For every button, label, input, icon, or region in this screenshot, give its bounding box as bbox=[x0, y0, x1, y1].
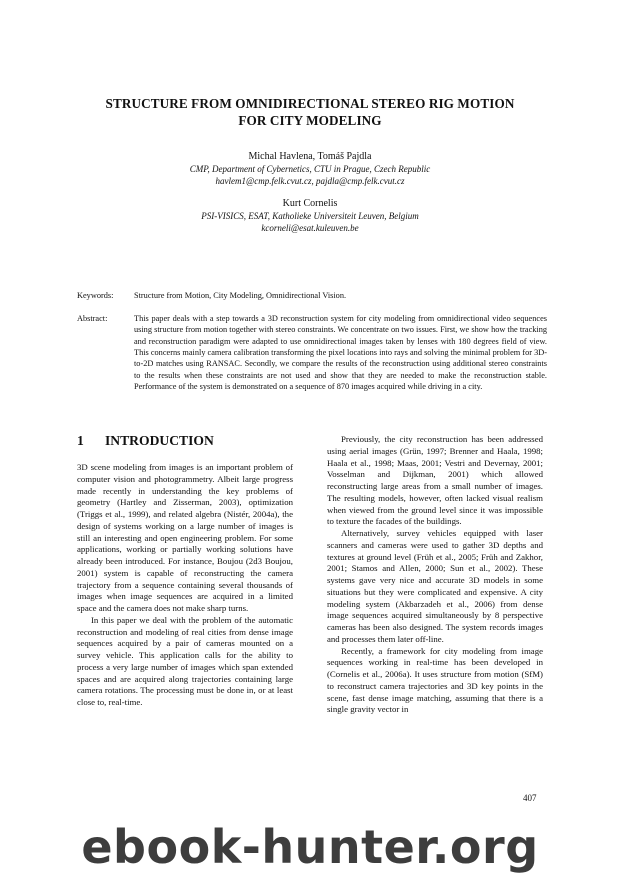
watermark: ebook-hunter.org bbox=[0, 818, 620, 877]
author-affiliation-2: PSI-VISICS, ESAT, Katholieke Universiteit Leuven, Belgium bbox=[201, 211, 419, 221]
section-heading bbox=[77, 433, 214, 449]
author-affiliation-1: CMP, Department of Cybernetics, CTU in Prague, Czech Republic bbox=[189, 164, 431, 174]
author-block bbox=[60, 150, 560, 234]
left-column bbox=[77, 462, 293, 709]
title-line-1: STRUCTURE FROM OMNIDIRECTIONAL STEREO RIG MOTION bbox=[105, 96, 515, 111]
paragraph: Previously, the city reconstruction has been addressed using aerial images (Grün, 1997; Brenner and Haala, 1998; Haala et al., 1998; Maas, 2001; Vestri and Devernay, 2001; Vosselman and Dijkman, 2001) which allowed reconstructing large areas from a small number of images. The resulting models, however, often lacked visual realism when viewed from the ground level since it was impossible to texture the facades of the buildings. bbox=[327, 434, 543, 527]
paragraph: Recently, a framework for city modeling from image sequences working in real-time has been developed in (Cornelis et al., 2006a). It uses structure from motion (SfM) to reconstruct camera trajectories and 3D key points in the scene, fast dense image matching, assuming that there is a single gravity vector in bbox=[327, 645, 543, 715]
paper-title bbox=[60, 95, 560, 129]
section-number: 1 bbox=[77, 433, 84, 448]
author-email-2: kcorneli@esat.kuleuven.be bbox=[261, 223, 359, 233]
page-number: 407 bbox=[523, 793, 537, 803]
paragraph: Alternatively, survey vehicles equipped with laser scanners and cameras were used to gather 3D depths and textures at ground level (Früh et al., 2005; Früh and Zakhor, 2001; Stamos and Allen, 2000; Sun et al., 2002). These systems gave very nice and accurate 3D models in some situations but they were complicated and expensive. A city modeling system (Akbarzadeh et al., 2006) from dense image sequences acquired simultaneously by 8 perspective cameras has been also designed. The system records images and processes them later off-line. bbox=[327, 528, 543, 644]
author-names-1: Michal Havlena, Tomáš Pajdla bbox=[248, 151, 372, 162]
title-line-2: FOR CITY MODELING bbox=[238, 113, 382, 128]
paragraph: In this paper we deal with the problem of the automatic reconstruction and modeling of real cities from dense image sequences acquired by a pair of cameras mounted on a survey vehicle. This application calls for the ability to process a very large number of images which span extended spaces and are acquired along trajectories containing large camera rotations. The processing must be done in, or at least close to, real-time. bbox=[77, 614, 293, 707]
section-title: INTRODUCTION bbox=[105, 433, 214, 448]
keywords-text: Structure from Motion, City Modeling, Omnidirectional Vision. bbox=[134, 291, 347, 300]
keywords-block bbox=[77, 290, 547, 302]
paragraph: 3D scene modeling from images is an important problem of computer vision and photogrammetry. Albeit large progress made recently in understanding the key problems of geometry (Hartley and Zisserman, 2003), optimization (Triggs et al., 1999), and related algebra (Nistér, 2004a), the design of systems working on a large number of images is still an interesting and open engineering problem. For some applications, working or partially working solutions have already been introduced. For instance, Boujou (2d3 Boujou, 2001) system is capable of reconstructing the camera trajectory from a sequence containing several thousands of images when image sequences are acquired in a limited space and the camera does not make sharp turns. bbox=[77, 462, 293, 613]
abstract-text: This paper deals with a step towards a 3D reconstruction system for city modeling from omnidirectional video sequences using structure from motion together with stereo constraints. We concentrate on two issues. First, we show how the tracking and reconstruction paradigm were adapted to use omnidirectional images taken by lenses with 180 degrees field of view. This concerns mainly camera calibration transforming the pixel locations into rays and solving the minimal problem for 3D-to-2D matches using RANSAC. Secondly, we compare the results of the reconstruction using additional stereo constraints to the results when these constraints are not used and show that they are needed to make the reconstruction stable. Performance of the system is demonstrated on a sequence of 870 images acquired while driving in a city. bbox=[134, 314, 547, 392]
right-column bbox=[327, 434, 543, 716]
abstract-block bbox=[77, 313, 547, 408]
abstract-label: Abstract: bbox=[77, 314, 108, 323]
author-names-2: Kurt Cornelis bbox=[282, 198, 338, 209]
author-email-1: havlem1@cmp.felk.cvut.cz, pajdla@cmp.felk.cvut.cz bbox=[215, 176, 405, 186]
keywords-label: Keywords: bbox=[77, 291, 114, 300]
